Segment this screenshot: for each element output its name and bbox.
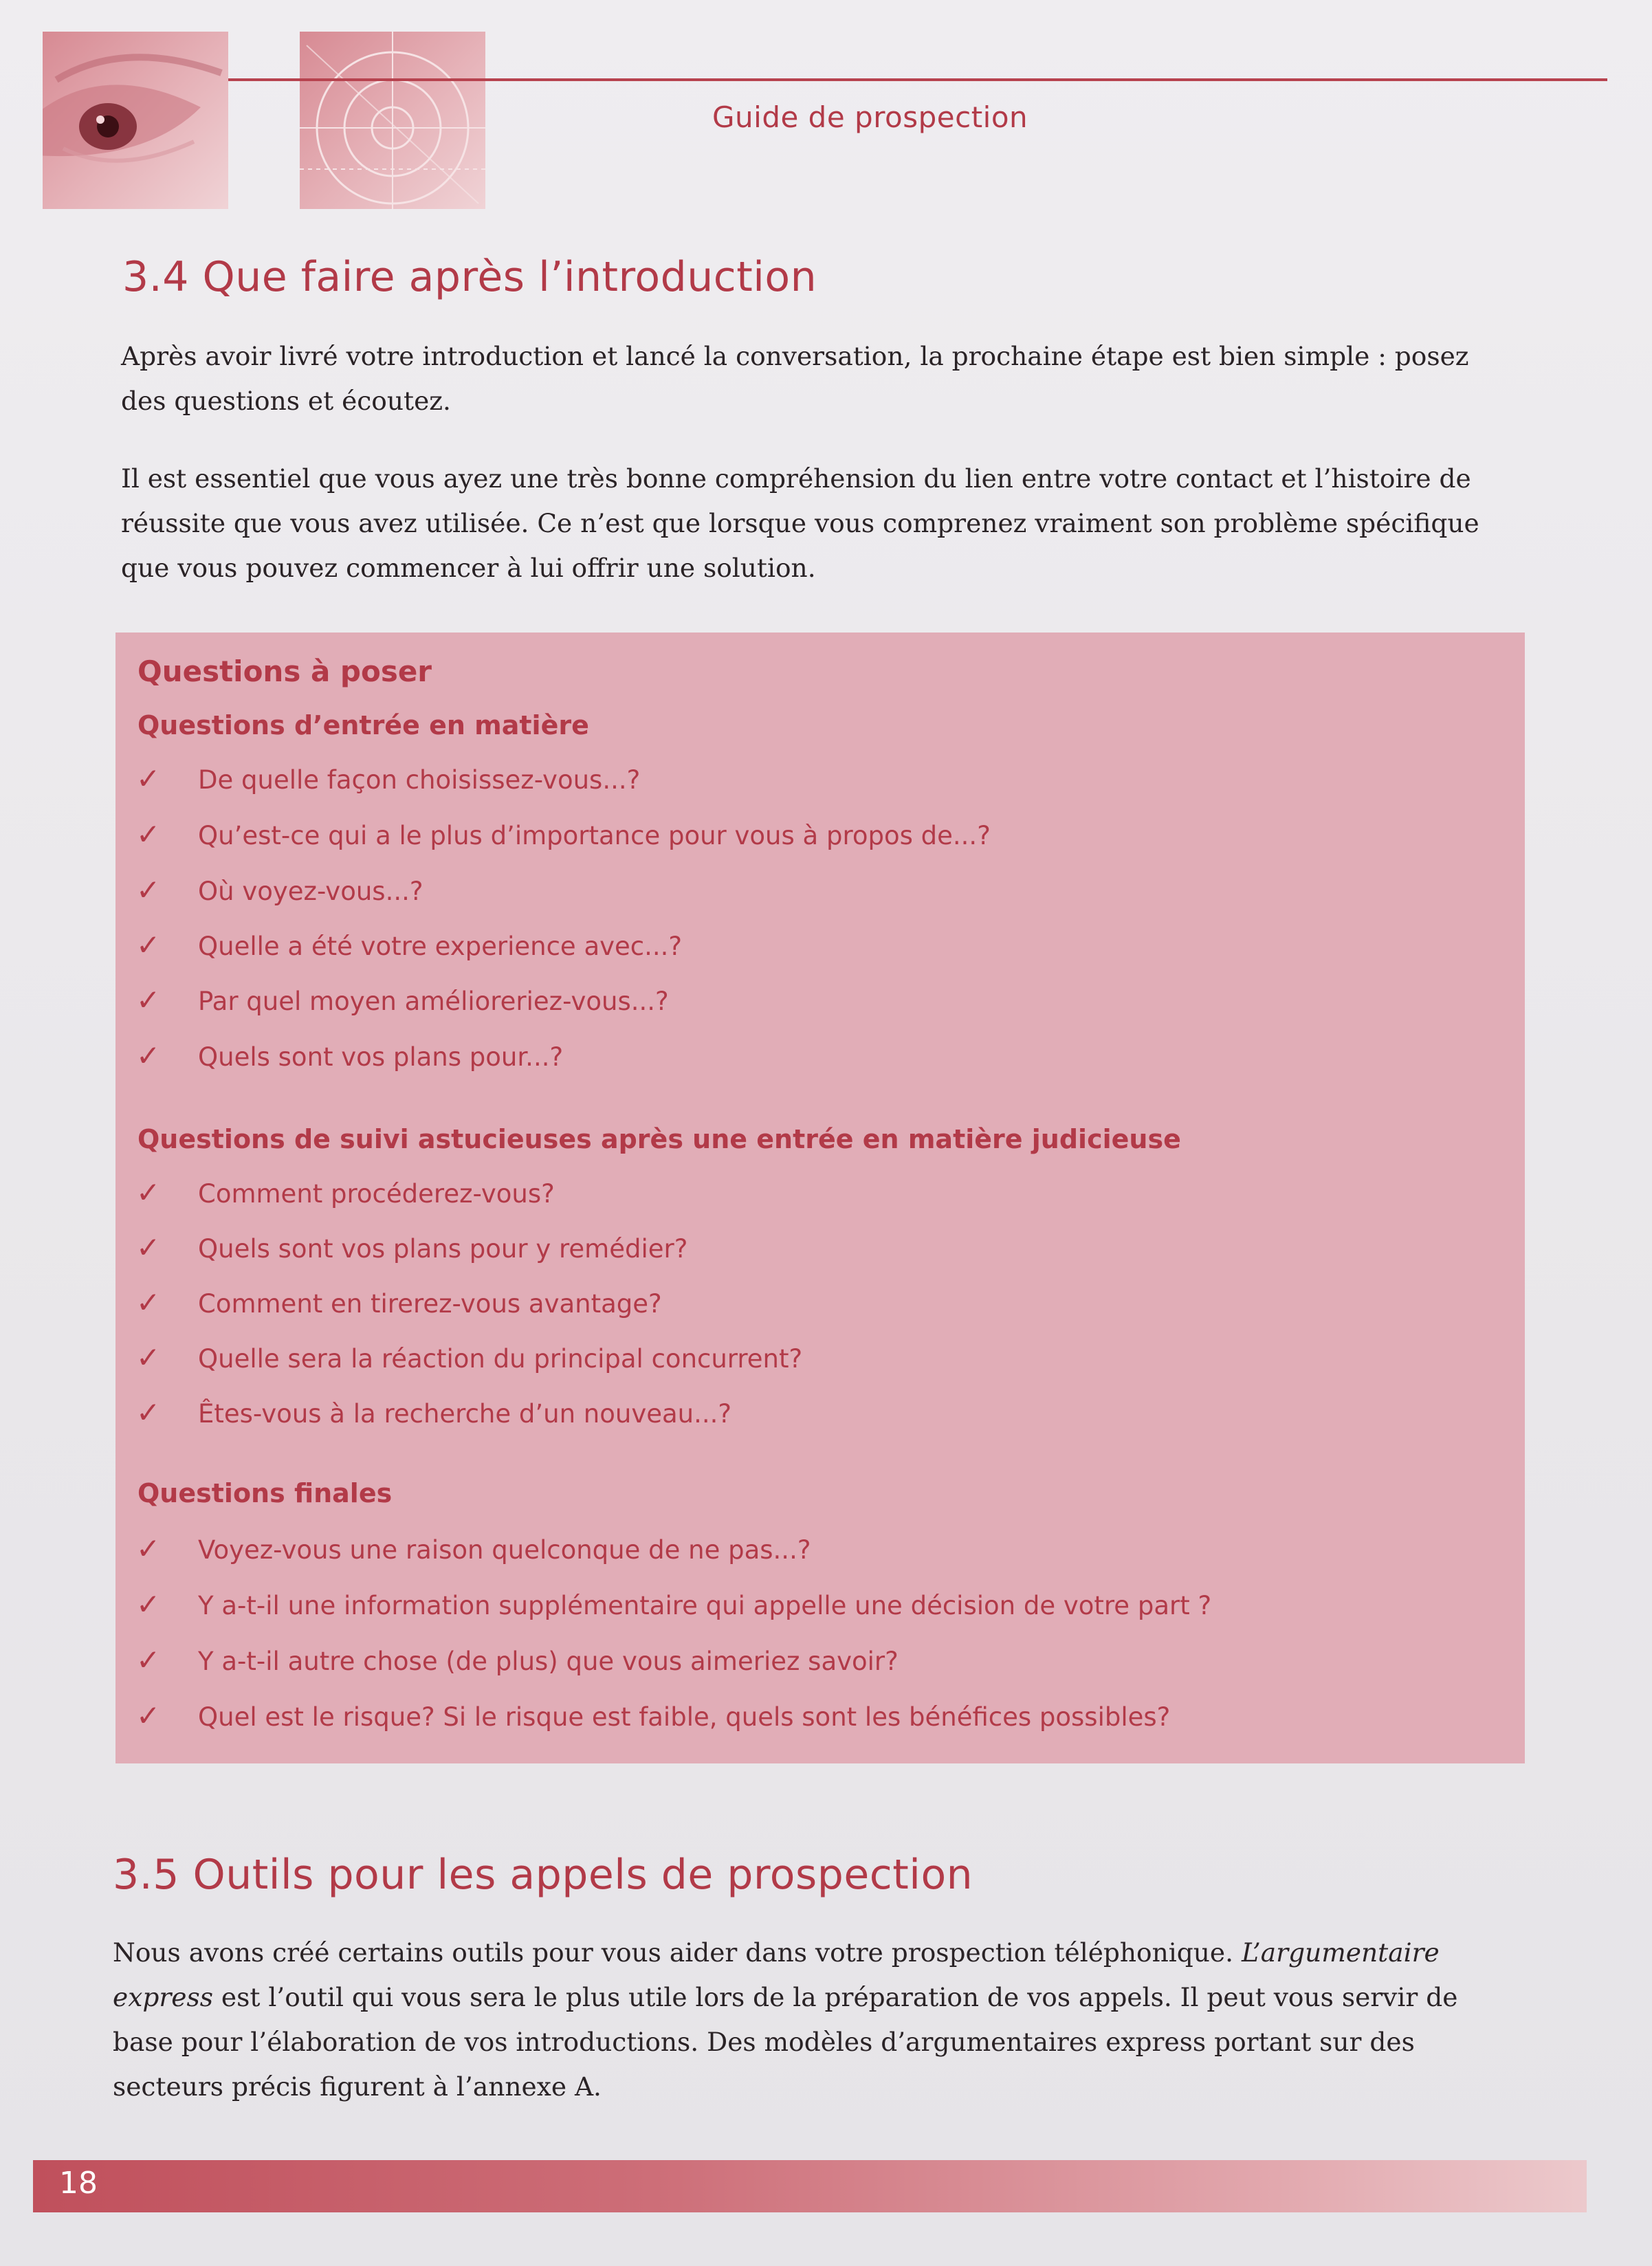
text-run: est l’outil qui vous sera le plus utile lors de la préparation de vos appels. Il peut vous servir de: [212, 1982, 1458, 2012]
questions-box-title: Questions à poser: [137, 654, 432, 688]
checklist-item-label: Quel est le risque? Si le risque est faible, quels sont les bénéfices possibles?: [198, 1702, 1171, 1732]
checkmark-icon: ✓: [136, 873, 161, 907]
checklist-item-label: Par quel moyen amélioreriez-vous...?: [198, 987, 669, 1016]
checkmark-icon: ✓: [136, 1341, 161, 1374]
checklist-item: [136, 1532, 811, 1573]
section-3-5-heading: 3.5 Outils pour les appels de prospection: [113, 1851, 973, 1899]
text-line: secteurs précis figurent à l’annexe A.: [113, 2071, 602, 2102]
group-title-opening-questions: Questions d’entrée en matière: [137, 710, 589, 740]
eye-photo-thumbnail: [43, 32, 228, 209]
checklist-item-label: Quels sont vos plans pour y remédier?: [198, 1234, 688, 1264]
italic-term: L’argumentaire: [1241, 1937, 1440, 1968]
compass-map-thumbnail: [300, 32, 485, 209]
italic-term: express: [113, 1982, 213, 2012]
checkmark-icon: ✓: [136, 1532, 161, 1565]
checklist-item-label: Y a-t-il autre chose (de plus) que vous aimeriez savoir?: [198, 1647, 899, 1676]
section-3-4-paragraph-1: [121, 334, 1503, 424]
text-line: des questions et écoutez.: [121, 386, 451, 416]
checklist-item: [136, 873, 423, 914]
text-line: [113, 1930, 1495, 1975]
checklist-item: [136, 1341, 802, 1382]
checklist-item: [136, 928, 682, 969]
checkmark-icon: ✓: [136, 1176, 161, 1209]
text-line: réussite que vous avez utilisée. Ce n’est que lorsque vous comprenez vraiment son problème spécifique: [121, 508, 1479, 538]
checklist-item: [136, 817, 991, 859]
group-title-closing-questions: Questions finales: [137, 1478, 393, 1508]
section-3-4-heading: 3.4 Que faire après l’introduction: [122, 253, 817, 301]
checklist-item: [136, 1643, 899, 1684]
section-3-4-paragraph-2: [121, 456, 1503, 591]
checklist-item-label: Voyez-vous une raison quelconque de ne pas...?: [198, 1535, 811, 1565]
checklist-item: [136, 762, 640, 803]
checklist-item-label: Quelle a été votre experience avec...?: [198, 932, 683, 961]
text-run: Nous avons créé certains outils pour vous aider dans votre prospection téléphonique.: [113, 1937, 1242, 1968]
checklist-item-label: Y a-t-il une information supplémentaire qui appelle une décision de votre part ?: [198, 1591, 1212, 1620]
checklist-item: [136, 983, 669, 1024]
checkmark-icon: ✓: [136, 1396, 161, 1429]
page-number: 18: [59, 2166, 98, 2201]
text-line: Après avoir livré votre introduction et lancé la conversation, la prochaine étape est bien simple : posez: [121, 341, 1469, 371]
checklist-item-label: Quelle sera la réaction du principal concurrent?: [198, 1344, 803, 1374]
checklist-item-label: De quelle façon choisissez-vous...?: [198, 765, 641, 795]
checklist-item: [136, 1396, 731, 1437]
footer-bar: [33, 2160, 1587, 2212]
checklist-item: [136, 1587, 1211, 1629]
checkmark-icon: ✓: [136, 1231, 161, 1264]
checklist-item-label: Qu’est-ce qui a le plus d’importance pour vous à propos de...?: [198, 821, 991, 850]
checklist-item: [136, 1699, 1170, 1740]
checkmark-icon: ✓: [136, 1643, 161, 1677]
text-line: base pour l’élaboration de vos introductions. Des modèles d’argumentaires express portant sur des: [113, 2027, 1415, 2057]
checklist-item-label: Quels sont vos plans pour...?: [198, 1042, 564, 1072]
checkmark-icon: ✓: [136, 1286, 161, 1319]
compass-illustration: [300, 32, 485, 209]
checklist-item-label: Comment en tirerez-vous avantage?: [198, 1289, 662, 1319]
text-line: que vous pouvez commencer à lui offrir une solution.: [121, 553, 816, 583]
checklist-item: [136, 1039, 563, 1080]
checklist-item: [136, 1286, 662, 1327]
checklist-item-label: Où voyez-vous...?: [198, 877, 423, 906]
checklist-item-label: Êtes-vous à la recherche d’un nouveau...?: [198, 1399, 732, 1429]
running-header-title: Guide de prospection: [712, 100, 1028, 134]
text-line: Il est essentiel que vous ayez une très bonne compréhension du lien entre votre contact et l’histoire de: [121, 463, 1471, 494]
group-title-follow-up-questions: Questions de suivi astucieuses après une entrée en matière judicieuse: [137, 1124, 1181, 1154]
checklist-item-label: Comment procéderez-vous?: [198, 1179, 555, 1209]
checkmark-icon: ✓: [136, 762, 161, 795]
header-rule: [228, 78, 1607, 81]
section-3-5-paragraph: [113, 1930, 1495, 2109]
checkmark-icon: ✓: [136, 817, 161, 851]
checkmark-icon: ✓: [136, 1699, 161, 1732]
checkmark-icon: ✓: [136, 1039, 161, 1072]
checkmark-icon: ✓: [136, 928, 161, 962]
checkmark-icon: ✓: [136, 983, 161, 1017]
checklist-item: [136, 1176, 555, 1217]
checklist-item: [136, 1231, 687, 1272]
checkmark-icon: ✓: [136, 1587, 161, 1621]
text-line: [113, 1975, 1495, 2020]
eye-illustration: [43, 32, 228, 209]
